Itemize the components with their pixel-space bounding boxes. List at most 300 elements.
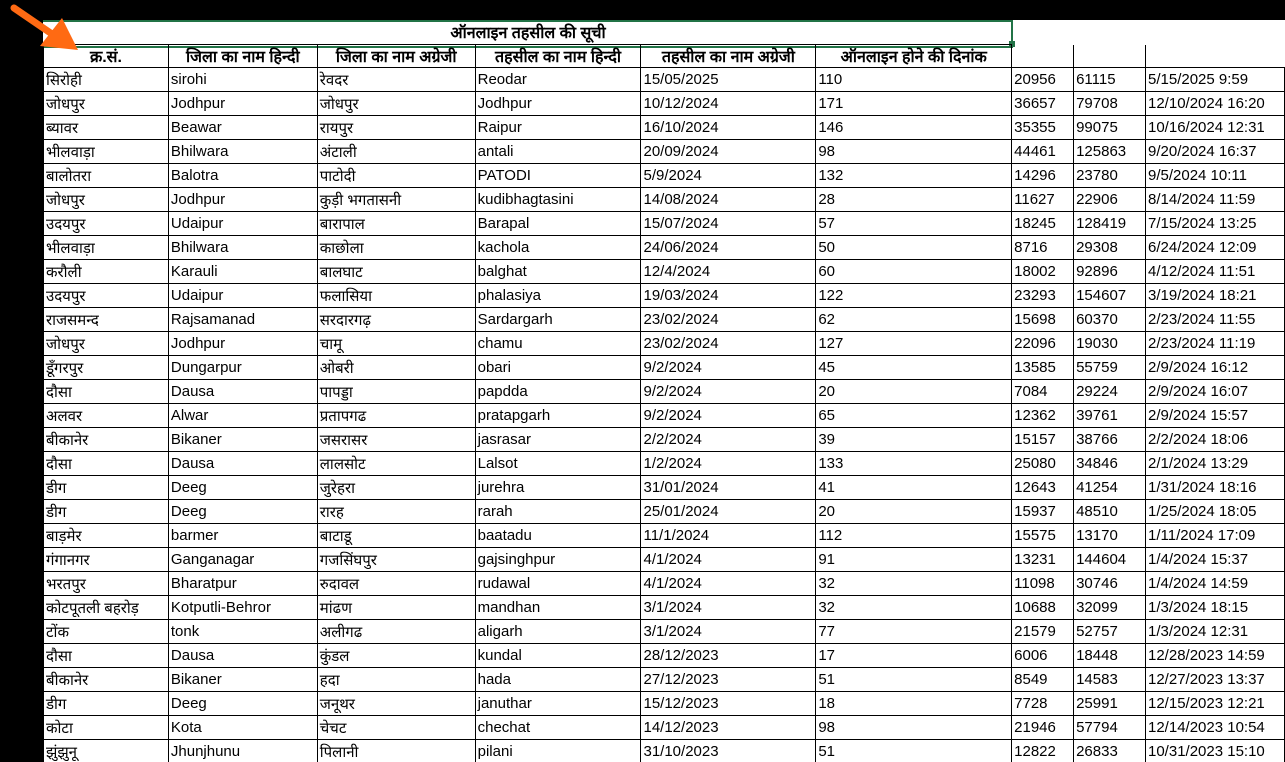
cell-district-hindi[interactable]: बीकानेर (44, 428, 169, 452)
cell-district-english[interactable]: Jodhpur (168, 92, 317, 116)
cell-value-1[interactable]: 14296 (1012, 164, 1074, 188)
cell-district-hindi[interactable]: बीकानेर (44, 668, 169, 692)
cell-district-hindi[interactable]: डीग (44, 692, 169, 716)
cell-district-hindi[interactable]: कोटपूतली बहरोड़ (44, 596, 169, 620)
cell-value-2[interactable]: 92896 (1074, 260, 1146, 284)
table-row (44, 644, 1285, 668)
cell-tehsil-hindi[interactable]: गजसिंघपुर (317, 548, 475, 572)
cell-value-1[interactable]: 23293 (1012, 284, 1074, 308)
cell-code[interactable]: 20 (816, 380, 1012, 404)
cell-district-hindi[interactable]: कोटा (44, 716, 169, 740)
cell-online-date[interactable]: 9/2/2024 (641, 380, 816, 404)
cell-value-2[interactable]: 30746 (1074, 572, 1146, 596)
cell-value-1[interactable]: 15575 (1012, 524, 1074, 548)
cell-value-2[interactable]: 23780 (1074, 164, 1146, 188)
cell-tehsil-hindi[interactable]: अलीगढ (317, 620, 475, 644)
header-serial[interactable]: क्र.सं. (44, 45, 169, 68)
cell-online-date[interactable]: 3/1/2024 (641, 620, 816, 644)
cell-code[interactable]: 45 (816, 356, 1012, 380)
cell-tehsil-english[interactable]: obari (475, 356, 641, 380)
cell-online-date[interactable]: 16/10/2024 (641, 116, 816, 140)
cell-timestamp[interactable]: 8/14/2024 11:59 (1146, 188, 1285, 212)
cell-value-1[interactable]: 6006 (1012, 644, 1074, 668)
cell-tehsil-hindi[interactable]: जोधपुर (317, 92, 475, 116)
cell-value-1[interactable]: 20956 (1012, 68, 1074, 92)
cell-code[interactable]: 77 (816, 620, 1012, 644)
cell-district-english[interactable]: Ganganagar (168, 548, 317, 572)
cell-tehsil-hindi[interactable]: प्रतापगढ (317, 404, 475, 428)
table-row (44, 620, 1285, 644)
cell-tehsil-hindi[interactable]: रेवदर (317, 68, 475, 92)
cell-tehsil-hindi[interactable]: जुरेहरा (317, 476, 475, 500)
cell-code[interactable]: 18 (816, 692, 1012, 716)
cell-online-date[interactable]: 24/06/2024 (641, 236, 816, 260)
cell-value-2[interactable]: 154607 (1074, 284, 1146, 308)
cell-code[interactable]: 122 (816, 284, 1012, 308)
table-row (44, 140, 1285, 164)
cell-timestamp[interactable]: 2/9/2024 16:12 (1146, 356, 1285, 380)
cell-district-english[interactable]: Beawar (168, 116, 317, 140)
cell-value-1[interactable]: 12362 (1012, 404, 1074, 428)
cell-online-date[interactable]: 20/09/2024 (641, 140, 816, 164)
cell-tehsil-english[interactable]: januthar (475, 692, 641, 716)
cell-tehsil-hindi[interactable]: रायपुर (317, 116, 475, 140)
cell-code[interactable]: 98 (816, 716, 1012, 740)
cell-code[interactable]: 110 (816, 68, 1012, 92)
cell-code[interactable]: 171 (816, 92, 1012, 116)
header-blank-3[interactable] (1146, 45, 1285, 68)
cell-district-english[interactable]: Bhilwara (168, 236, 317, 260)
cell-value-1[interactable]: 15698 (1012, 308, 1074, 332)
cell-district-english[interactable]: Bhilwara (168, 140, 317, 164)
cell-code[interactable]: 17 (816, 644, 1012, 668)
table-row (44, 452, 1285, 476)
header-blank-2[interactable] (1074, 45, 1146, 68)
table-row (44, 500, 1285, 524)
cell-district-english[interactable]: Dungarpur (168, 356, 317, 380)
cell-tehsil-english[interactable]: baatadu (475, 524, 641, 548)
cell-value-2[interactable]: 57794 (1074, 716, 1146, 740)
cell-tehsil-english[interactable]: rarah (475, 500, 641, 524)
cell-tehsil-hindi[interactable]: फलासिया (317, 284, 475, 308)
cell-district-hindi[interactable]: जोधपुर (44, 332, 169, 356)
cell-value-2[interactable]: 38766 (1074, 428, 1146, 452)
spreadsheet (43, 20, 1285, 762)
cell-district-hindi[interactable]: दौसा (44, 380, 169, 404)
cell-value-2[interactable]: 60370 (1074, 308, 1146, 332)
cell-tehsil-english[interactable]: antali (475, 140, 641, 164)
cell-value-1[interactable]: 21946 (1012, 716, 1074, 740)
cell-tehsil-english[interactable]: Barapal (475, 212, 641, 236)
cell-timestamp[interactable]: 10/16/2024 12:31 (1146, 116, 1285, 140)
table-row (44, 356, 1285, 380)
cell-value-1[interactable]: 7084 (1012, 380, 1074, 404)
cell-district-hindi[interactable]: जोधपुर (44, 188, 169, 212)
cell-district-hindi[interactable]: डूँगरपुर (44, 356, 169, 380)
table-row (44, 116, 1285, 140)
cell-district-hindi[interactable]: जोधपुर (44, 92, 169, 116)
cell-tehsil-hindi[interactable]: पाटोदी (317, 164, 475, 188)
cell-code[interactable]: 127 (816, 332, 1012, 356)
cell-online-date[interactable]: 12/4/2024 (641, 260, 816, 284)
cell-code[interactable]: 41 (816, 476, 1012, 500)
cell-timestamp[interactable]: 2/1/2024 13:29 (1146, 452, 1285, 476)
cell-timestamp[interactable]: 12/27/2023 13:37 (1146, 668, 1285, 692)
cell-district-english[interactable]: Udaipur (168, 212, 317, 236)
cell-tehsil-english[interactable]: rudawal (475, 572, 641, 596)
cell-online-date[interactable]: 31/01/2024 (641, 476, 816, 500)
header-row (44, 45, 1285, 68)
cell-district-english[interactable]: Bikaner (168, 668, 317, 692)
table-row (44, 380, 1285, 404)
cell-timestamp[interactable]: 12/14/2023 10:54 (1146, 716, 1285, 740)
cell-district-hindi[interactable]: गंगानगर (44, 548, 169, 572)
cell-timestamp[interactable]: 1/3/2024 18:15 (1146, 596, 1285, 620)
cell-code[interactable]: 20 (816, 500, 1012, 524)
cell-code[interactable]: 51 (816, 740, 1012, 762)
cell-tehsil-hindi[interactable]: चामू (317, 332, 475, 356)
cell-district-hindi[interactable]: भीलवाड़ा (44, 140, 169, 164)
cell-value-2[interactable]: 125863 (1074, 140, 1146, 164)
cell-district-english[interactable]: Dausa (168, 380, 317, 404)
cell-value-2[interactable]: 19030 (1074, 332, 1146, 356)
table-row (44, 332, 1285, 356)
table-row (44, 92, 1285, 116)
cell-timestamp[interactable]: 2/9/2024 16:07 (1146, 380, 1285, 404)
table-row (44, 476, 1285, 500)
cell-tehsil-hindi[interactable]: चेचट (317, 716, 475, 740)
header-tehsil-hindi[interactable]: तहसील का नाम हिन्दी (475, 45, 641, 68)
cell-timestamp[interactable]: 2/23/2024 11:55 (1146, 308, 1285, 332)
header-district-hindi[interactable]: जिला का नाम हिन्दी (168, 45, 317, 68)
cell-value-1[interactable]: 36657 (1012, 92, 1074, 116)
cell-district-english[interactable]: tonk (168, 620, 317, 644)
cell-timestamp[interactable]: 7/15/2024 13:25 (1146, 212, 1285, 236)
cell-value-1[interactable]: 18002 (1012, 260, 1074, 284)
cell-tehsil-english[interactable]: Raipur (475, 116, 641, 140)
cell-tehsil-english[interactable]: pratapgarh (475, 404, 641, 428)
cell-online-date[interactable]: 4/1/2024 (641, 572, 816, 596)
cell-value-2[interactable]: 22906 (1074, 188, 1146, 212)
cell-district-english[interactable]: Dausa (168, 452, 317, 476)
cell-online-date[interactable]: 4/1/2024 (641, 548, 816, 572)
cell-timestamp[interactable]: 12/15/2023 12:21 (1146, 692, 1285, 716)
cell-tehsil-english[interactable]: chamu (475, 332, 641, 356)
cell-timestamp[interactable]: 6/24/2024 12:09 (1146, 236, 1285, 260)
cell-district-hindi[interactable]: डीग (44, 476, 169, 500)
cell-district-hindi[interactable]: उदयपुर (44, 212, 169, 236)
cell-district-english[interactable]: Karauli (168, 260, 317, 284)
cell-value-1[interactable]: 35355 (1012, 116, 1074, 140)
cell-district-hindi[interactable]: भरतपुर (44, 572, 169, 596)
cell-timestamp[interactable]: 12/28/2023 14:59 (1146, 644, 1285, 668)
cell-tehsil-english[interactable]: kundal (475, 644, 641, 668)
cell-tehsil-hindi[interactable]: जनूथर (317, 692, 475, 716)
table-row (44, 212, 1285, 236)
cell-tehsil-english[interactable]: hada (475, 668, 641, 692)
cell-district-english[interactable]: Kota (168, 716, 317, 740)
cell-tehsil-english[interactable]: chechat (475, 716, 641, 740)
cell-tehsil-english[interactable]: balghat (475, 260, 641, 284)
cell-district-english[interactable]: Alwar (168, 404, 317, 428)
cell-tehsil-hindi[interactable]: पिलानी (317, 740, 475, 762)
cell-district-hindi[interactable]: झुंझुनू (44, 740, 169, 762)
cell-tehsil-hindi[interactable]: हदा (317, 668, 475, 692)
cell-online-date[interactable]: 11/1/2024 (641, 524, 816, 548)
cell-timestamp[interactable]: 9/20/2024 16:37 (1146, 140, 1285, 164)
cell-value-1[interactable]: 21579 (1012, 620, 1074, 644)
cell-code[interactable]: 28 (816, 188, 1012, 212)
cell-code[interactable]: 91 (816, 548, 1012, 572)
cell-tehsil-hindi[interactable]: रुदावल (317, 572, 475, 596)
table-row (44, 284, 1285, 308)
cell-tehsil-english[interactable]: PATODI (475, 164, 641, 188)
header-district-english[interactable]: जिला का नाम अग्रेजी (317, 45, 475, 68)
cell-value-2[interactable]: 14583 (1074, 668, 1146, 692)
cell-code[interactable]: 32 (816, 572, 1012, 596)
cell-district-english[interactable]: Udaipur (168, 284, 317, 308)
table-row (44, 548, 1285, 572)
cell-value-1[interactable]: 25080 (1012, 452, 1074, 476)
cell-district-english[interactable]: barmer (168, 524, 317, 548)
cell-value-2[interactable]: 99075 (1074, 116, 1146, 140)
cell-value-1[interactable]: 12822 (1012, 740, 1074, 762)
cell-tehsil-english[interactable]: Reodar (475, 68, 641, 92)
cell-value-1[interactable]: 44461 (1012, 140, 1074, 164)
cell-tehsil-english[interactable]: jurehra (475, 476, 641, 500)
cell-district-hindi[interactable]: उदयपुर (44, 284, 169, 308)
cell-district-hindi[interactable]: बाड़मेर (44, 524, 169, 548)
cell-district-hindi[interactable]: ब्यावर (44, 116, 169, 140)
cell-code[interactable]: 98 (816, 140, 1012, 164)
cell-online-date[interactable]: 14/12/2023 (641, 716, 816, 740)
cell-timestamp[interactable]: 3/19/2024 18:21 (1146, 284, 1285, 308)
cell-district-hindi[interactable]: करौली (44, 260, 169, 284)
cell-district-hindi[interactable]: सिरोही (44, 68, 169, 92)
cell-code[interactable]: 65 (816, 404, 1012, 428)
cell-timestamp[interactable]: 1/4/2024 15:37 (1146, 548, 1285, 572)
cell-value-2[interactable]: 128419 (1074, 212, 1146, 236)
cell-online-date[interactable]: 3/1/2024 (641, 596, 816, 620)
cell-timestamp[interactable]: 9/5/2024 10:11 (1146, 164, 1285, 188)
cell-value-1[interactable]: 13585 (1012, 356, 1074, 380)
cell-value-2[interactable]: 79708 (1074, 92, 1146, 116)
cell-value-2[interactable]: 55759 (1074, 356, 1146, 380)
cell-timestamp[interactable]: 10/31/2023 15:10 (1146, 740, 1285, 762)
table-row (44, 740, 1285, 762)
cell-district-english[interactable]: Balotra (168, 164, 317, 188)
cell-tehsil-english[interactable]: mandhan (475, 596, 641, 620)
table-row (44, 596, 1285, 620)
cell-value-2[interactable]: 13170 (1074, 524, 1146, 548)
cell-online-date[interactable]: 15/07/2024 (641, 212, 816, 236)
cell-timestamp[interactable]: 12/10/2024 16:20 (1146, 92, 1285, 116)
cell-online-date[interactable]: 1/2/2024 (641, 452, 816, 476)
cell-district-english[interactable]: Jhunjhunu (168, 740, 317, 762)
header-online-date[interactable]: ऑनलाइन होने की दिनांक (816, 45, 1012, 68)
cell-tehsil-hindi[interactable]: बाटाडू (317, 524, 475, 548)
cell-value-1[interactable]: 7728 (1012, 692, 1074, 716)
cell-value-1[interactable]: 8549 (1012, 668, 1074, 692)
cell-code[interactable]: 32 (816, 596, 1012, 620)
cell-online-date[interactable]: 15/05/2025 (641, 68, 816, 92)
cell-value-2[interactable]: 52757 (1074, 620, 1146, 644)
cell-tehsil-english[interactable]: Sardargarh (475, 308, 641, 332)
cell-district-english[interactable]: Dausa (168, 644, 317, 668)
cell-district-hindi[interactable]: टोंक (44, 620, 169, 644)
cell-value-1[interactable]: 15157 (1012, 428, 1074, 452)
cell-value-2[interactable]: 39761 (1074, 404, 1146, 428)
table-row (44, 524, 1285, 548)
cell-district-hindi[interactable]: राजसमन्द (44, 308, 169, 332)
cell-district-english[interactable]: Kotputli-Behror (168, 596, 317, 620)
table-row (44, 188, 1285, 212)
cell-tehsil-hindi[interactable]: लालसोट (317, 452, 475, 476)
cell-value-1[interactable]: 18245 (1012, 212, 1074, 236)
cell-value-1[interactable]: 10688 (1012, 596, 1074, 620)
cell-value-1[interactable]: 11098 (1012, 572, 1074, 596)
tehsil-table (43, 44, 1285, 762)
cell-value-2[interactable]: 29224 (1074, 380, 1146, 404)
cell-value-2[interactable]: 32099 (1074, 596, 1146, 620)
cell-tehsil-english[interactable]: gajsinghpur (475, 548, 641, 572)
cell-code[interactable]: 57 (816, 212, 1012, 236)
cell-district-english[interactable]: Deeg (168, 692, 317, 716)
cell-tehsil-hindi[interactable]: सरदारगढ़ (317, 308, 475, 332)
cell-value-2[interactable]: 61115 (1074, 68, 1146, 92)
cell-value-1[interactable]: 12643 (1012, 476, 1074, 500)
cell-tehsil-english[interactable]: pilani (475, 740, 641, 762)
cell-code[interactable]: 39 (816, 428, 1012, 452)
table-row (44, 260, 1285, 284)
cell-code[interactable]: 50 (816, 236, 1012, 260)
cell-tehsil-english[interactable]: kudibhagtasini (475, 188, 641, 212)
cell-value-1[interactable]: 15937 (1012, 500, 1074, 524)
cell-code[interactable]: 51 (816, 668, 1012, 692)
cell-tehsil-hindi[interactable]: काछोला (317, 236, 475, 260)
cell-online-date[interactable]: 9/2/2024 (641, 356, 816, 380)
sheet-title[interactable]: ऑनलाइन तहसील की सूची (450, 25, 606, 42)
table-row (44, 428, 1285, 452)
table-row (44, 692, 1285, 716)
cell-tehsil-hindi[interactable]: अंटाली (317, 140, 475, 164)
cell-value-2[interactable]: 41254 (1074, 476, 1146, 500)
cell-timestamp[interactable]: 2/9/2024 15:57 (1146, 404, 1285, 428)
table-row (44, 236, 1285, 260)
cell-tehsil-hindi[interactable]: कुड़ी भगतासनी (317, 188, 475, 212)
cell-online-date[interactable]: 28/12/2023 (641, 644, 816, 668)
cell-tehsil-english[interactable]: aligarh (475, 620, 641, 644)
cell-tehsil-english[interactable]: papdda (475, 380, 641, 404)
cell-district-hindi[interactable]: अलवर (44, 404, 169, 428)
cell-online-date[interactable]: 19/03/2024 (641, 284, 816, 308)
cell-code[interactable]: 112 (816, 524, 1012, 548)
cell-district-hindi[interactable]: दौसा (44, 644, 169, 668)
cell-value-2[interactable]: 34846 (1074, 452, 1146, 476)
cell-timestamp[interactable]: 2/2/2024 18:06 (1146, 428, 1285, 452)
cell-value-1[interactable]: 22096 (1012, 332, 1074, 356)
cell-online-date[interactable]: 5/9/2024 (641, 164, 816, 188)
cell-timestamp[interactable]: 1/31/2024 18:16 (1146, 476, 1285, 500)
cell-district-english[interactable]: Jodhpur (168, 188, 317, 212)
table-row (44, 716, 1285, 740)
table-row (44, 404, 1285, 428)
cell-timestamp[interactable]: 1/11/2024 17:09 (1146, 524, 1285, 548)
cell-value-2[interactable]: 29308 (1074, 236, 1146, 260)
cell-timestamp[interactable]: 5/15/2025 9:59 (1146, 68, 1285, 92)
cell-tehsil-hindi[interactable]: रारह (317, 500, 475, 524)
cell-district-english[interactable]: Bikaner (168, 428, 317, 452)
cell-district-hindi[interactable]: बालोतरा (44, 164, 169, 188)
cell-value-2[interactable]: 26833 (1074, 740, 1146, 762)
cell-code[interactable]: 62 (816, 308, 1012, 332)
cell-online-date[interactable]: 15/12/2023 (641, 692, 816, 716)
cell-tehsil-hindi[interactable]: बालघाट (317, 260, 475, 284)
cell-tehsil-english[interactable]: jasrasar (475, 428, 641, 452)
cell-online-date[interactable]: 31/10/2023 (641, 740, 816, 762)
cell-online-date[interactable]: 14/08/2024 (641, 188, 816, 212)
cell-code[interactable]: 60 (816, 260, 1012, 284)
cell-online-date[interactable]: 27/12/2023 (641, 668, 816, 692)
cell-value-1[interactable]: 8716 (1012, 236, 1074, 260)
cell-value-2[interactable]: 48510 (1074, 500, 1146, 524)
cell-online-date[interactable]: 25/01/2024 (641, 500, 816, 524)
cell-online-date[interactable]: 10/12/2024 (641, 92, 816, 116)
cell-district-hindi[interactable]: दौसा (44, 452, 169, 476)
cell-tehsil-hindi[interactable]: कुंडल (317, 644, 475, 668)
cell-value-1[interactable]: 11627 (1012, 188, 1074, 212)
cell-value-1[interactable]: 13231 (1012, 548, 1074, 572)
cell-tehsil-hindi[interactable]: पापड्डा (317, 380, 475, 404)
header-tehsil-english[interactable]: तहसील का नाम अग्रेजी (641, 45, 816, 68)
cell-timestamp[interactable]: 1/3/2024 12:31 (1146, 620, 1285, 644)
table-row (44, 68, 1285, 92)
cell-online-date[interactable]: 9/2/2024 (641, 404, 816, 428)
cell-tehsil-hindi[interactable]: जसरासर (317, 428, 475, 452)
cell-district-english[interactable]: Deeg (168, 476, 317, 500)
cell-online-date[interactable]: 23/02/2024 (641, 332, 816, 356)
cell-district-english[interactable]: Jodhpur (168, 332, 317, 356)
cell-online-date[interactable]: 2/2/2024 (641, 428, 816, 452)
cell-tehsil-english[interactable]: phalasiya (475, 284, 641, 308)
cell-tehsil-english[interactable]: Lalsot (475, 452, 641, 476)
cell-tehsil-english[interactable]: kachola (475, 236, 641, 260)
cell-district-hindi[interactable]: डीग (44, 500, 169, 524)
cell-district-english[interactable]: Bharatpur (168, 572, 317, 596)
cell-timestamp[interactable]: 1/4/2024 14:59 (1146, 572, 1285, 596)
cell-value-2[interactable]: 18448 (1074, 644, 1146, 668)
header-blank-1[interactable] (1012, 45, 1074, 68)
cell-timestamp[interactable]: 4/12/2024 11:51 (1146, 260, 1285, 284)
cell-code[interactable]: 146 (816, 116, 1012, 140)
cell-code[interactable]: 132 (816, 164, 1012, 188)
cell-timestamp[interactable]: 2/23/2024 11:19 (1146, 332, 1285, 356)
cell-code[interactable]: 133 (816, 452, 1012, 476)
cell-district-english[interactable]: sirohi (168, 68, 317, 92)
cell-district-english[interactable]: Deeg (168, 500, 317, 524)
cell-value-2[interactable]: 144604 (1074, 548, 1146, 572)
cell-online-date[interactable]: 23/02/2024 (641, 308, 816, 332)
cell-tehsil-english[interactable]: Jodhpur (475, 92, 641, 116)
cell-value-2[interactable]: 25991 (1074, 692, 1146, 716)
table-row (44, 668, 1285, 692)
cell-district-english[interactable]: Rajsamanad (168, 308, 317, 332)
cell-district-hindi[interactable]: भीलवाड़ा (44, 236, 169, 260)
cell-tehsil-hindi[interactable]: मांढण (317, 596, 475, 620)
cell-timestamp[interactable]: 1/25/2024 18:05 (1146, 500, 1285, 524)
cell-tehsil-hindi[interactable]: ओबरी (317, 356, 475, 380)
cell-tehsil-hindi[interactable]: बारापाल (317, 212, 475, 236)
